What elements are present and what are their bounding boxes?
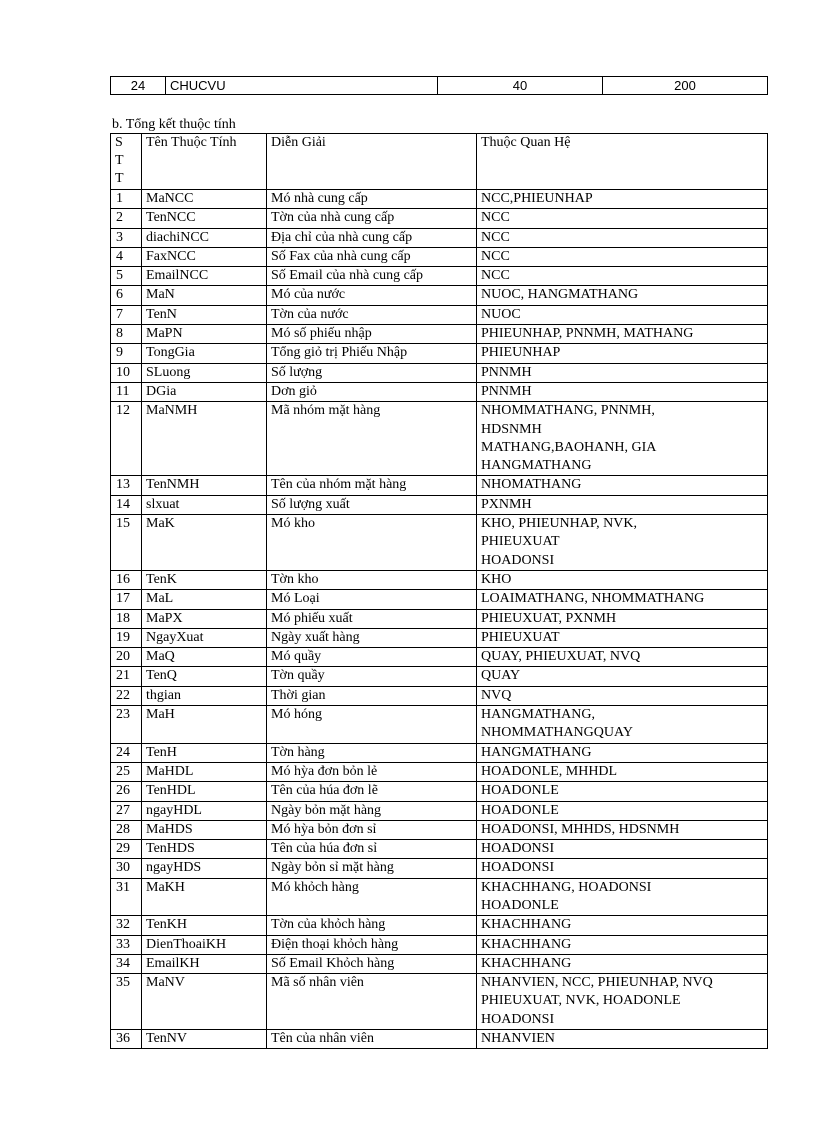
stt-cell: 13 bbox=[111, 476, 142, 495]
table-body bbox=[111, 190, 768, 1049]
attribute-name-cell: TenKH bbox=[142, 916, 267, 935]
description-cell: Số lượng bbox=[267, 363, 477, 382]
relation-line: HDSNMH bbox=[481, 421, 542, 437]
attribute-name-cell: diachiNCC bbox=[142, 228, 267, 247]
relation-cell bbox=[477, 247, 768, 266]
description-cell: Mó kho bbox=[267, 515, 477, 571]
attribute-name-cell: MaL bbox=[142, 590, 267, 609]
relation-line: KHACHHANG bbox=[481, 936, 572, 952]
relation-line: PHIEUXUAT bbox=[481, 629, 560, 645]
attribute-name-cell: MaNV bbox=[142, 974, 267, 1030]
stt-cell: 30 bbox=[111, 859, 142, 878]
attribute-name-cell: TenNMH bbox=[142, 476, 267, 495]
attribute-name-cell: slxuat bbox=[142, 495, 267, 514]
relation-line: KHO, PHIEUNHAP, NVK, bbox=[481, 516, 637, 532]
description-cell: Thời gian bbox=[267, 686, 477, 705]
stt-cell: 24 bbox=[111, 77, 166, 95]
attribute-name-cell: ngayHDL bbox=[142, 801, 267, 820]
stt-cell: 16 bbox=[111, 570, 142, 589]
header-stt-line: S bbox=[115, 135, 123, 150]
stt-cell: 10 bbox=[111, 363, 142, 382]
description-cell: Tờn hàng bbox=[267, 743, 477, 762]
relation-cell bbox=[477, 209, 768, 228]
table-row bbox=[111, 762, 768, 781]
stt-cell: 9 bbox=[111, 344, 142, 363]
relation-line: NHOMMATHANG, PNNMH, bbox=[481, 403, 655, 419]
description-cell: Mó hỳa đơn bỏn lẻ bbox=[267, 762, 477, 781]
description-cell: Ngày xuất hàng bbox=[267, 628, 477, 647]
attribute-name-cell: ngayHDS bbox=[142, 859, 267, 878]
attribute-name-cell: MaKH bbox=[142, 878, 267, 916]
relation-line: NHANVIEN bbox=[481, 1031, 555, 1047]
table-row bbox=[111, 859, 768, 878]
stt-cell: 20 bbox=[111, 648, 142, 667]
stt-cell: 6 bbox=[111, 286, 142, 305]
description-cell: Ngày bỏn sỉ mặt hàng bbox=[267, 859, 477, 878]
attribute-name-cell: MaH bbox=[142, 706, 267, 744]
relation-line: PHIEUXUAT bbox=[481, 534, 560, 550]
attribute-name-cell: MaHDS bbox=[142, 820, 267, 839]
header-stt-line: T bbox=[115, 171, 124, 186]
relation-cell bbox=[477, 878, 768, 916]
relation-cell bbox=[477, 974, 768, 1030]
relation-line: KHACHHANG bbox=[481, 955, 572, 971]
description-cell: Địa chỉ của nhà cung cấp bbox=[267, 228, 477, 247]
table-row bbox=[111, 209, 768, 228]
relation-cell bbox=[477, 667, 768, 686]
stt-cell: 5 bbox=[111, 267, 142, 286]
description-cell: Tờn kho bbox=[267, 570, 477, 589]
relation-cell bbox=[477, 782, 768, 801]
relation-line: NHOMMATHANGQUAY bbox=[481, 725, 633, 741]
stt-cell: 4 bbox=[111, 247, 142, 266]
table-row bbox=[111, 402, 768, 476]
attribute-name-cell: MaNMH bbox=[142, 402, 267, 476]
relation-cell bbox=[477, 590, 768, 609]
header-stt bbox=[111, 134, 142, 190]
attribute-name-cell: TenQ bbox=[142, 667, 267, 686]
relation-cell bbox=[477, 325, 768, 344]
stt-cell: 29 bbox=[111, 840, 142, 859]
description-cell: Tên của húa đơn sỉ bbox=[267, 840, 477, 859]
stt-cell: 17 bbox=[111, 590, 142, 609]
attribute-name-cell: DienThoaiKH bbox=[142, 935, 267, 954]
relation-line: PHIEUXUAT, PXNMH bbox=[481, 610, 617, 626]
stt-cell: 32 bbox=[111, 916, 142, 935]
attribute-name-cell: TenN bbox=[142, 305, 267, 324]
relation-cell bbox=[477, 190, 768, 209]
relation-cell bbox=[477, 267, 768, 286]
relation-line: PNNMH bbox=[481, 364, 532, 380]
relation-line: HOADONLE bbox=[481, 802, 559, 818]
table-row bbox=[111, 782, 768, 801]
relation-line: PXNMH bbox=[481, 496, 532, 512]
description-cell: Mó của nước bbox=[267, 286, 477, 305]
relation-line: HOADONSI, MHHDS, HDSNMH bbox=[481, 821, 680, 837]
table-row bbox=[111, 706, 768, 744]
relation-line: KHO bbox=[481, 571, 512, 587]
table-row bbox=[111, 247, 768, 266]
stt-cell: 33 bbox=[111, 935, 142, 954]
description-cell: Số Email Khỏch hàng bbox=[267, 954, 477, 973]
relation-line: HANGMATHANG bbox=[481, 458, 592, 474]
relation-line: HOADONLE, MHHDL bbox=[481, 763, 618, 779]
relation-line: QUAY, PHIEUXUAT, NVQ bbox=[481, 649, 641, 665]
relation-cell bbox=[477, 609, 768, 628]
table-row bbox=[111, 935, 768, 954]
description-cell: Mó nhà cung cấp bbox=[267, 190, 477, 209]
relation-cell bbox=[477, 762, 768, 781]
description-cell: Mó phiếu xuất bbox=[267, 609, 477, 628]
relation-cell bbox=[477, 515, 768, 571]
attribute-name-cell: MaHDL bbox=[142, 762, 267, 781]
relation-cell bbox=[477, 402, 768, 476]
attribute-summary-table bbox=[110, 133, 768, 1049]
description-cell: Tổng giỏ trị Phiếu Nhập bbox=[267, 344, 477, 363]
table-row bbox=[111, 590, 768, 609]
table-row bbox=[111, 743, 768, 762]
table-row bbox=[111, 878, 768, 916]
relation-cell bbox=[477, 648, 768, 667]
table-row bbox=[111, 667, 768, 686]
table-row bbox=[111, 954, 768, 973]
relation-line: HOADONLE bbox=[481, 783, 559, 799]
relation-line: PHIEUNHAP, PNNMH, MATHANG bbox=[481, 326, 694, 342]
description-cell: Mã số nhân viên bbox=[267, 974, 477, 1030]
stt-cell: 14 bbox=[111, 495, 142, 514]
relation-cell bbox=[477, 954, 768, 973]
stt-cell: 23 bbox=[111, 706, 142, 744]
relation-cell bbox=[477, 916, 768, 935]
attribute-name-cell: DGia bbox=[142, 382, 267, 401]
relation-line: KHACHHANG bbox=[481, 917, 572, 933]
relation-line: HOADONSI bbox=[481, 552, 555, 568]
relation-cell bbox=[477, 570, 768, 589]
table-row bbox=[111, 1030, 768, 1049]
attribute-name-cell: thgian bbox=[142, 686, 267, 705]
table-row bbox=[111, 686, 768, 705]
description-cell: Mã nhóm mặt hàng bbox=[267, 402, 477, 476]
relation-line: NHOMATHANG bbox=[481, 477, 582, 493]
table-row bbox=[111, 286, 768, 305]
header-rel: Thuộc Quan Hệ bbox=[477, 134, 768, 190]
table-row bbox=[111, 974, 768, 1030]
relation-cell bbox=[477, 820, 768, 839]
stt-cell: 15 bbox=[111, 515, 142, 571]
attribute-name-cell: MaK bbox=[142, 515, 267, 571]
table-row bbox=[111, 344, 768, 363]
attribute-name-cell: FaxNCC bbox=[142, 247, 267, 266]
value-cell: 40 bbox=[438, 77, 603, 95]
description-cell: Tờn quầy bbox=[267, 667, 477, 686]
attribute-name-cell: MaQ bbox=[142, 648, 267, 667]
relation-line: HOADONSI bbox=[481, 860, 555, 876]
relation-cell bbox=[477, 305, 768, 324]
relation-line: NCC bbox=[481, 229, 510, 245]
stt-cell: 3 bbox=[111, 228, 142, 247]
attribute-name-cell: TenH bbox=[142, 743, 267, 762]
table-row bbox=[111, 515, 768, 571]
attribute-name-cell: MaNCC bbox=[142, 190, 267, 209]
header-row bbox=[111, 134, 768, 190]
stt-cell: 36 bbox=[111, 1030, 142, 1049]
table-row bbox=[111, 570, 768, 589]
relation-cell bbox=[477, 840, 768, 859]
relation-line: HANGMATHANG bbox=[481, 744, 592, 760]
value-cell: 200 bbox=[603, 77, 768, 95]
description-cell: Tên của húa đơn lẽ bbox=[267, 782, 477, 801]
relation-cell bbox=[477, 628, 768, 647]
attribute-name-cell: MaPN bbox=[142, 325, 267, 344]
attribute-name-cell: TenHDS bbox=[142, 840, 267, 859]
stt-cell: 26 bbox=[111, 782, 142, 801]
table-row bbox=[111, 609, 768, 628]
attribute-name-cell: SLuong bbox=[142, 363, 267, 382]
relation-cell bbox=[477, 935, 768, 954]
description-cell: Mó quầy bbox=[267, 648, 477, 667]
relation-cell bbox=[477, 382, 768, 401]
relation-cell bbox=[477, 286, 768, 305]
relation-cell bbox=[477, 801, 768, 820]
relation-line: QUAY bbox=[481, 668, 521, 684]
description-cell: Số lượng xuất bbox=[267, 495, 477, 514]
relation-line: NCC bbox=[481, 268, 510, 284]
description-cell: Mó hỳa bỏn đơn sỉ bbox=[267, 820, 477, 839]
description-cell: Tên của nhân viên bbox=[267, 1030, 477, 1049]
table-row bbox=[111, 820, 768, 839]
stt-cell: 21 bbox=[111, 667, 142, 686]
stt-cell: 12 bbox=[111, 402, 142, 476]
description-cell: Mó Loại bbox=[267, 590, 477, 609]
relation-line: PNNMH bbox=[481, 383, 532, 399]
stt-cell: 8 bbox=[111, 325, 142, 344]
description-cell: Mó số phiếu nhập bbox=[267, 325, 477, 344]
relation-cell bbox=[477, 859, 768, 878]
attribute-name-cell: TenK bbox=[142, 570, 267, 589]
stt-cell: 27 bbox=[111, 801, 142, 820]
description-cell: Số Email của nhà cung cấp bbox=[267, 267, 477, 286]
relation-line: NUOC, HANGMATHANG bbox=[481, 287, 639, 303]
relation-line: NUOC bbox=[481, 306, 521, 322]
attribute-name-cell: MaPX bbox=[142, 609, 267, 628]
table-row bbox=[111, 476, 768, 495]
relation-cell bbox=[477, 476, 768, 495]
description-cell: Ngày bỏn mặt hàng bbox=[267, 801, 477, 820]
table-row bbox=[111, 305, 768, 324]
relation-cell bbox=[477, 686, 768, 705]
attribute-name-cell: TenNV bbox=[142, 1030, 267, 1049]
table-row bbox=[111, 495, 768, 514]
attribute-name-cell: TenHDL bbox=[142, 782, 267, 801]
table-row bbox=[111, 628, 768, 647]
description-cell: Tờn của nước bbox=[267, 305, 477, 324]
description-cell: Mó khỏch hàng bbox=[267, 878, 477, 916]
relation-line: HOADONSI bbox=[481, 841, 555, 857]
table-row bbox=[111, 840, 768, 859]
relation-cell bbox=[477, 344, 768, 363]
table-row bbox=[111, 228, 768, 247]
stt-cell: 2 bbox=[111, 209, 142, 228]
relation-line: PHIEUNHAP bbox=[481, 345, 561, 361]
relation-cell bbox=[477, 495, 768, 514]
stt-cell: 1 bbox=[111, 190, 142, 209]
attribute-name-cell: EmailKH bbox=[142, 954, 267, 973]
table-row bbox=[111, 190, 768, 209]
table-row bbox=[111, 382, 768, 401]
stt-cell: 18 bbox=[111, 609, 142, 628]
relation-line: NCC bbox=[481, 248, 510, 264]
table-row bbox=[111, 267, 768, 286]
attribute-name-cell: TenNCC bbox=[142, 209, 267, 228]
relation-cell bbox=[477, 228, 768, 247]
relation-line: NHANVIEN, NCC, PHIEUNHAP, NVQ bbox=[481, 975, 713, 991]
table-row bbox=[111, 325, 768, 344]
stt-cell: 34 bbox=[111, 954, 142, 973]
table-row bbox=[111, 801, 768, 820]
description-cell: Tên của nhóm mặt hàng bbox=[267, 476, 477, 495]
name-cell: CHUCVU bbox=[166, 77, 438, 95]
stt-cell: 19 bbox=[111, 628, 142, 647]
description-cell: Tờn của nhà cung cấp bbox=[267, 209, 477, 228]
table-row bbox=[111, 363, 768, 382]
relation-cell bbox=[477, 1030, 768, 1049]
relation-line: NCC,PHIEUNHAP bbox=[481, 191, 593, 206]
previous-table-fragment bbox=[110, 76, 768, 95]
stt-cell: 35 bbox=[111, 974, 142, 1030]
attribute-name-cell: NgayXuat bbox=[142, 628, 267, 647]
header-stt-line: T bbox=[115, 153, 124, 168]
stt-cell: 25 bbox=[111, 762, 142, 781]
stt-cell: 28 bbox=[111, 820, 142, 839]
relation-line: HOADONLE bbox=[481, 897, 559, 913]
attribute-name-cell: MaN bbox=[142, 286, 267, 305]
table-row bbox=[111, 77, 768, 95]
stt-cell: 11 bbox=[111, 382, 142, 401]
description-cell: Tờn của khỏch hàng bbox=[267, 916, 477, 935]
relation-line: MATHANG,BAOHANH, GIA bbox=[481, 439, 657, 455]
relation-line: HANGMATHANG, bbox=[481, 707, 595, 723]
relation-line: KHACHHANG, HOADONSI bbox=[481, 879, 652, 895]
stt-cell: 31 bbox=[111, 878, 142, 916]
attribute-name-cell: EmailNCC bbox=[142, 267, 267, 286]
relation-line: NCC bbox=[481, 210, 510, 226]
stt-cell: 24 bbox=[111, 743, 142, 762]
relation-cell bbox=[477, 706, 768, 744]
stt-cell: 7 bbox=[111, 305, 142, 324]
description-cell: Số Fax của nhà cung cấp bbox=[267, 247, 477, 266]
description-cell: Điện thoại khỏch hàng bbox=[267, 935, 477, 954]
header-desc: Diễn Giải bbox=[267, 134, 477, 190]
header-name: Tên Thuộc Tính bbox=[142, 134, 267, 190]
relation-line: HOADONSI bbox=[481, 1011, 555, 1027]
attribute-name-cell: TongGia bbox=[142, 344, 267, 363]
stt-cell: 22 bbox=[111, 686, 142, 705]
table-row bbox=[111, 916, 768, 935]
table-row bbox=[111, 648, 768, 667]
section-heading: b. Tổng kết thuộc tính bbox=[112, 117, 236, 132]
description-cell: Dơn giỏ bbox=[267, 382, 477, 401]
relation-line: PHIEUXUAT, NVK, HOADONLE bbox=[481, 993, 681, 1009]
relation-line: LOAIMATHANG, NHOMMATHANG bbox=[481, 591, 705, 607]
description-cell: Mó hóng bbox=[267, 706, 477, 744]
relation-cell bbox=[477, 743, 768, 762]
relation-cell bbox=[477, 363, 768, 382]
relation-line: NVQ bbox=[481, 687, 512, 703]
